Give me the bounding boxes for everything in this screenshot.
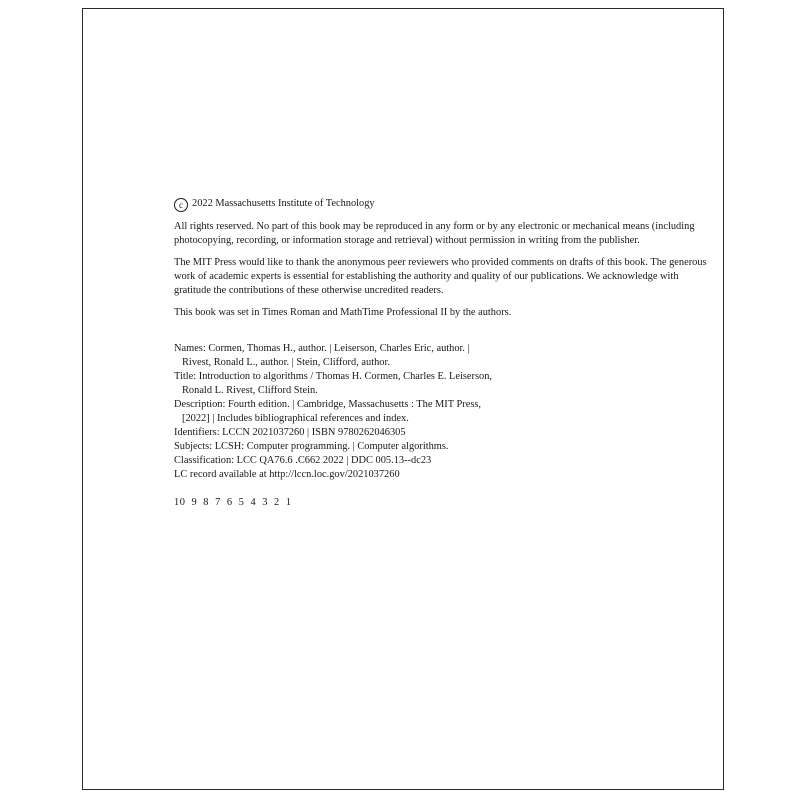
- cip-subjects: Subjects: LCSH: Computer programming. | Computer algorithms.: [174, 441, 449, 452]
- acknowledgement-paragraph: The MIT Press would like to thank the anonymous peer reviewers who provided comments on drafts of this book. The generous work of academic experts is essential for establishing the authority and quality of our publications. We acknowledge with gratitude the contributions of these otherwise uncredited readers.: [174, 257, 707, 296]
- cataloging-in-publication-data: [174, 342, 714, 482]
- cip-lc-record: LC record available at http://lccn.loc.gov/2021037260: [174, 469, 400, 480]
- rights-reserved-paragraph: All rights reserved. No part of this book may be reproduced in any form or by any electronic or mechanical means (including photocopying, recording, or information storage and retrieval) without permission in writing from the publisher.: [174, 221, 695, 246]
- cip-title: Title: Introduction to algorithms / Thomas H. Cormen, Charles E. Leiserson,: [174, 371, 493, 382]
- cip-classification: Classification: LCC QA76.6 .C662 2022 | DDC 005.13--dc23: [174, 455, 432, 466]
- copyright-line: [174, 197, 714, 212]
- copyright-icon: c: [174, 198, 188, 212]
- cip-description-continued: [2022] | Includes bibliographical references and index.: [182, 413, 409, 424]
- cip-identifiers: Identifiers: LCCN 2021037260 | ISBN 9780262046305: [174, 427, 406, 438]
- cip-description: Description: Fourth edition. | Cambridge, Massachusetts : The MIT Press,: [174, 399, 482, 410]
- cip-names-continued: Rivest, Ronald L., author. | Stein, Clifford, author.: [182, 357, 390, 368]
- typesetting-paragraph: This book was set in Times Roman and MathTime Professional II by the authors.: [174, 307, 512, 318]
- copyright-text: 2022 Massachusetts Institute of Technology: [192, 198, 375, 209]
- printing-line: 10 9 8 7 6 5 4 3 2 1: [174, 497, 292, 508]
- book-page: [82, 8, 724, 790]
- cip-title-continued: Ronald L. Rivest, Clifford Stein.: [182, 385, 318, 396]
- cip-names: Names: Cormen, Thomas H., author. | Leiserson, Charles Eric, author. |: [174, 343, 470, 354]
- copyright-page-content: [174, 197, 714, 510]
